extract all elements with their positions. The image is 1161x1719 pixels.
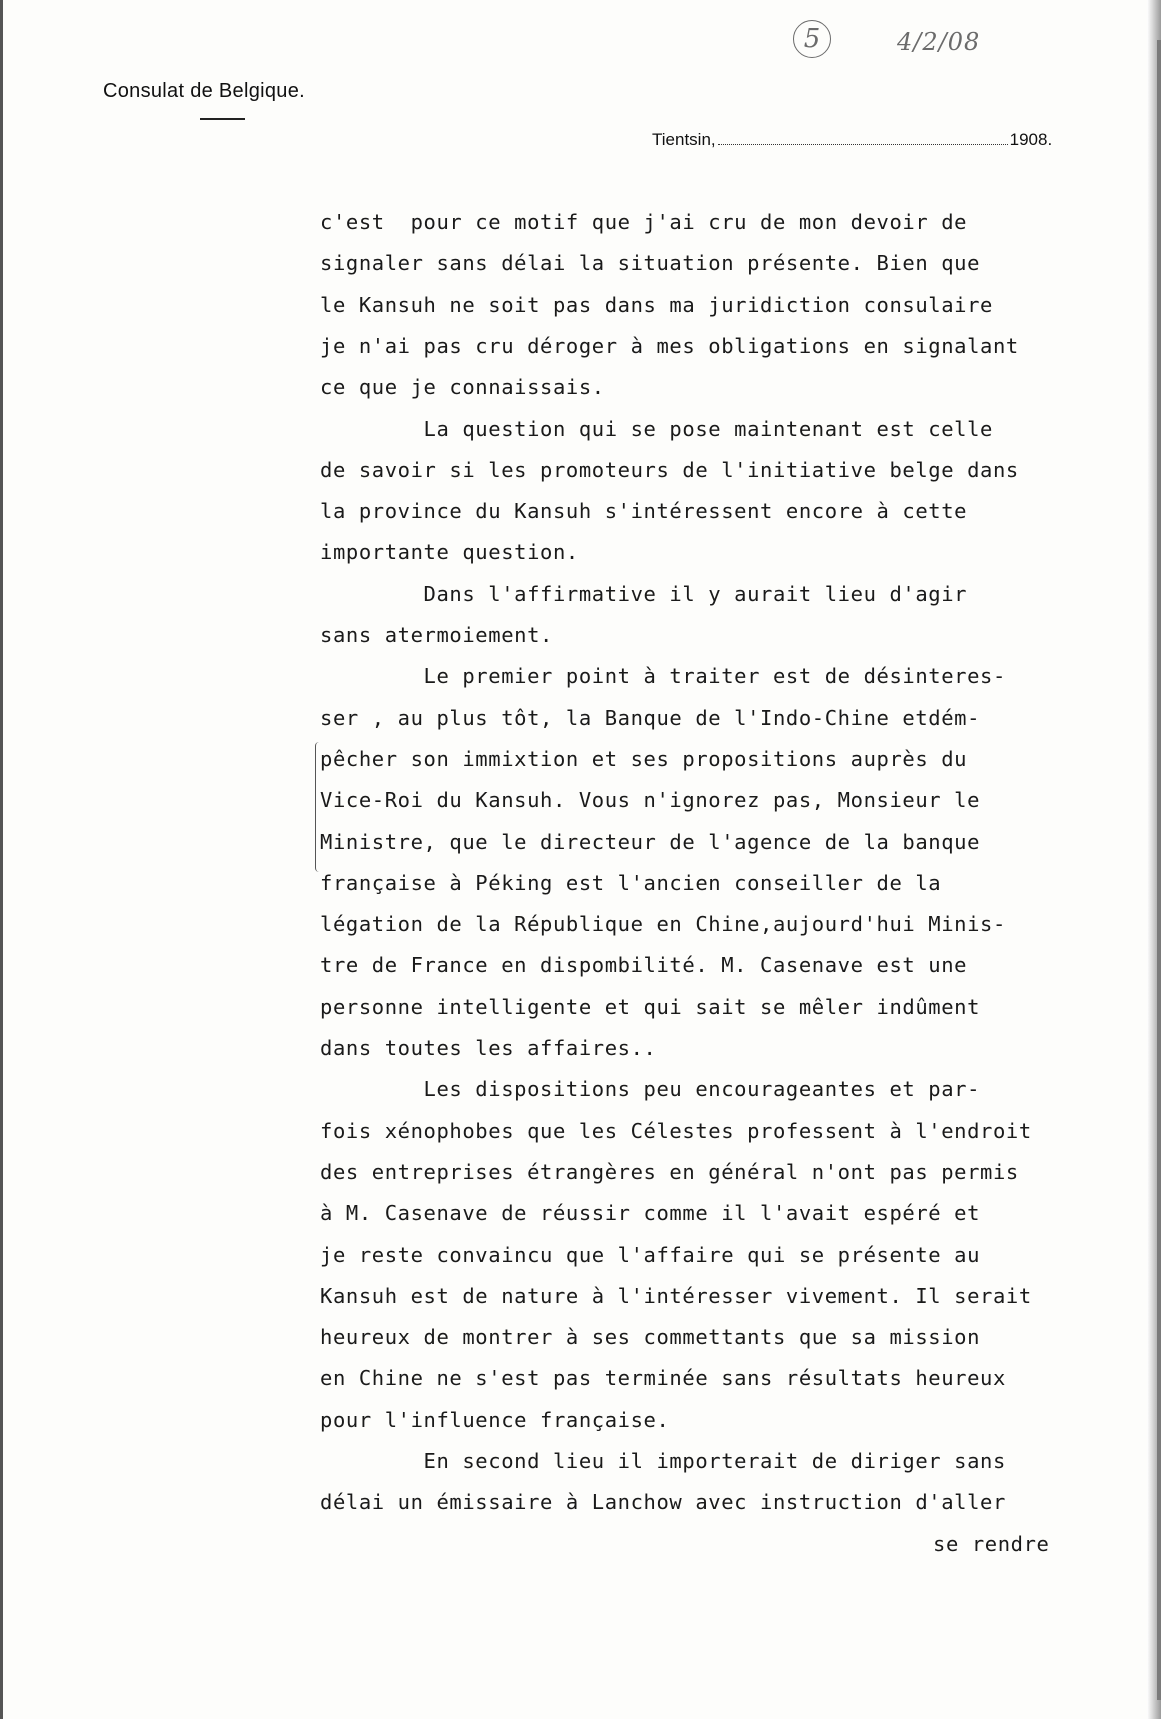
letterhead-rule [200, 118, 245, 120]
body-line: légation de la République en Chine,aujourd'hui Minis- [320, 912, 1006, 937]
dateline-year: 1908. [1009, 130, 1053, 149]
body-line: heureux de montrer à ses commettants que sa mission [320, 1325, 981, 1350]
letterhead-organization: Consulat de Belgique. [103, 80, 305, 102]
body-line: La question qui se pose maintenant est celle [320, 416, 993, 441]
body-line: Kansuh est de nature à l'intéresser vivement. Il serait [320, 1283, 1032, 1308]
body-line: personne intelligente et qui sait se mêler indûment [320, 994, 981, 1019]
body-line: tre de France en dispombilité. M. Casenave est une [320, 953, 968, 978]
body-line: dans toutes les affaires.. [320, 1036, 657, 1060]
scan-right-shadow [1157, 40, 1161, 1700]
body-line: pêcher son immixtion et ses propositions auprès du [320, 746, 968, 771]
body-line: la province du Kansuh s'intéressent encore à cette [320, 499, 968, 524]
body-line: ser , au plus tôt, la Banque de l'Indo-Chine etdém- [320, 705, 981, 730]
body-line: en Chine ne s'est pas terminée sans résultats heureux [320, 1366, 1006, 1391]
body-line: délai un émissaire à Lanchow avec instruction d'aller [320, 1490, 1006, 1515]
body-line: ce que je connaissais. [320, 375, 605, 400]
body-line: signaler sans délai la situation présente. Bien que [320, 251, 981, 276]
body-line: fois xénophobes que les Célestes professent à l'endroit [320, 1118, 1032, 1143]
letterhead-dateline [652, 130, 1052, 150]
dateline-blank [718, 132, 1008, 145]
catchword: se rendre [933, 1531, 1050, 1556]
body-line: sans atermoiement. [320, 623, 553, 647]
body-line: importante question. [320, 540, 579, 565]
body-line: pour l'influence française. [320, 1407, 670, 1432]
body-line: Le premier point à traiter est de désinteres- [320, 664, 1006, 689]
body-line: à M. Casenave de réussir comme il l'avait espéré et [320, 1201, 981, 1226]
body-line: de savoir si les promoteurs de l'initiative belge dans [320, 457, 1019, 482]
body-line: je n'ai pas cru déroger à mes obligations en signalant [320, 333, 1019, 358]
handwritten-date-note: 4/2/08 [897, 28, 981, 56]
handwritten-page-number: 5 [793, 20, 831, 58]
body-line: Les dispositions peu encourageantes et par- [320, 1077, 981, 1102]
body-line: le Kansuh ne soit pas dans ma juridiction consulaire [320, 292, 993, 317]
scan-left-edge [0, 0, 3, 1719]
dateline-place: Tientsin, [652, 130, 716, 149]
body-line: des entreprises étrangères en général n'ont pas permis [320, 1159, 1019, 1184]
body-line: Vice-Roi du Kansuh. Vous n'ignorez pas, Monsieur le [320, 788, 981, 813]
body-line: Ministre, que le directeur de l'agence de la banque [320, 829, 981, 854]
body-line: En second lieu il importerait de diriger sans [320, 1449, 1006, 1473]
body-line: française à Péking est l'ancien conseiller de la [320, 870, 942, 895]
body-line: je reste convaincu que l'affaire qui se présente au [320, 1242, 981, 1267]
margin-bracket-mark [315, 742, 319, 872]
body-line: Dans l'affirmative il y aurait lieu d'agir [320, 581, 968, 606]
body-line: c'est pour ce motif que j'ai cru de mon devoir de [320, 210, 968, 234]
